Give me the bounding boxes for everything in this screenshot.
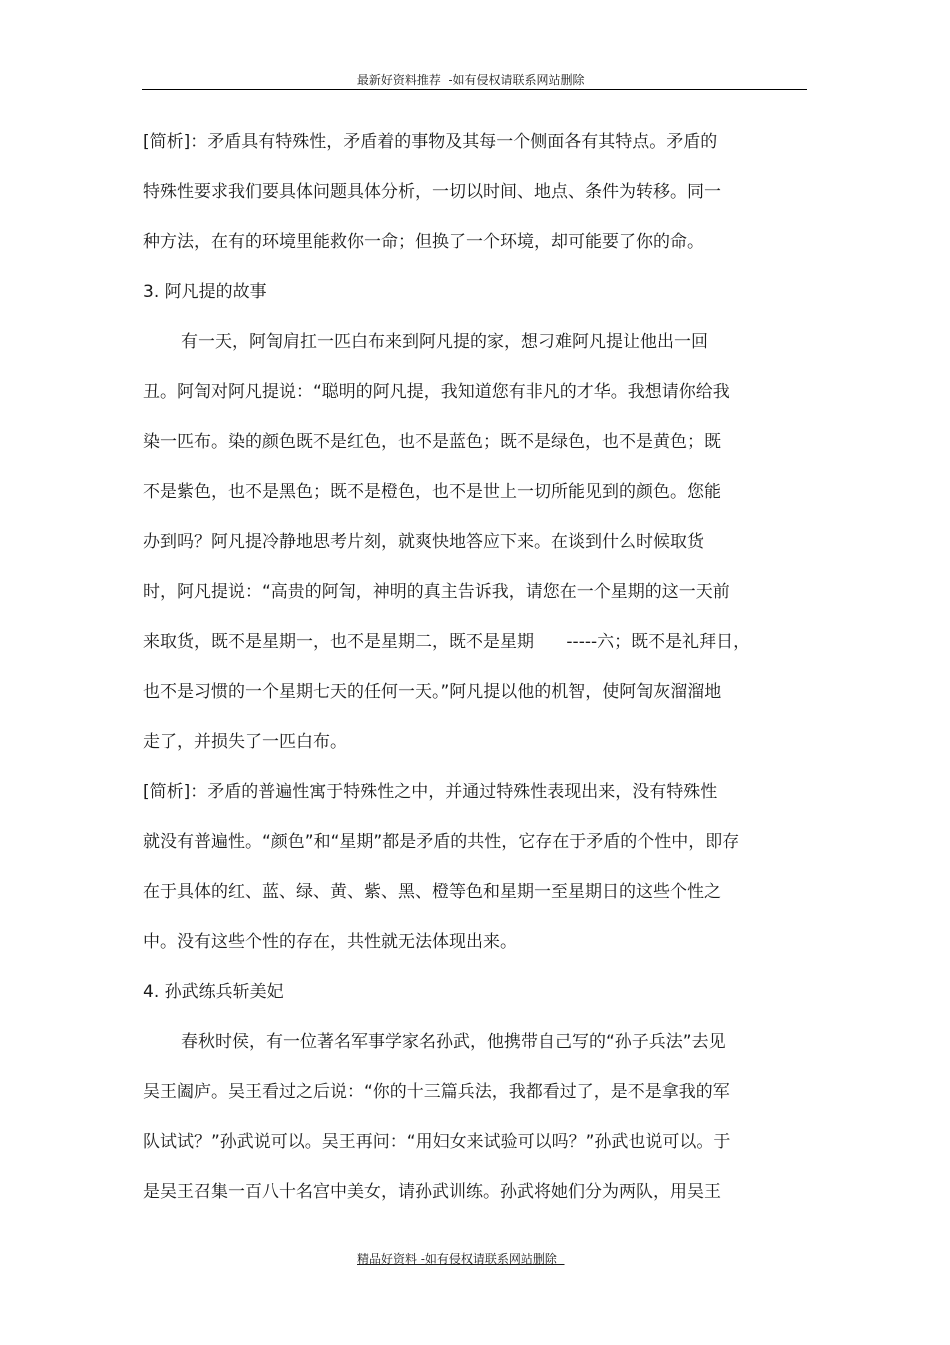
text-line: 走了，并损失了一匹白布。 bbox=[143, 732, 347, 752]
footer-text: 精品好资料 -如有侵权请联系网站删除 bbox=[357, 1252, 565, 1266]
text-line: 春秋时侯，有一位著名军事学家名孙武，他携带自己写的“孙子兵法”去见 bbox=[181, 1032, 726, 1052]
header-rule bbox=[142, 89, 807, 90]
text-line: 来取货，既不是星期一，也不是星期二，既不是星期 -----六；既不是礼拜日， bbox=[143, 632, 751, 652]
text-line: [简析]：矛盾的普遍性寓于特殊性之中，并通过特殊性表现出来，没有特殊性 bbox=[143, 782, 718, 802]
text-line: 特殊性要求我们要具体问题具体分析，一切以时间、地点、条件为转移。同一 bbox=[143, 182, 721, 202]
text-line: 中。没有这些个性的存在，共性就无法体现出来。 bbox=[143, 932, 517, 952]
text-line: 也不是习惯的一个星期七天的任何一天。”阿凡提以他的机智，使阿訇灰溜溜地 bbox=[143, 682, 722, 702]
page-header bbox=[142, 72, 807, 88]
text-line: [简析]：矛盾具有特殊性，矛盾着的事物及其每一个侧面各有其特点。矛盾的 bbox=[143, 132, 718, 152]
text-line: 办到吗？阿凡提冷静地思考片刻，就爽快地答应下来。在谈到什么时候取货 bbox=[143, 532, 704, 552]
header-text: 最新好资料推荐 -如有侵权请联系网站删除 bbox=[356, 73, 593, 87]
section-heading: 3. 阿凡提的故事 bbox=[143, 282, 267, 302]
section-heading: 4. 孙武练兵斩美妃 bbox=[143, 982, 284, 1002]
text-line: 时，阿凡提说：“高贵的阿訇，神明的真主告诉我，请您在一个星期的这一天前 bbox=[143, 582, 730, 602]
text-line: 是吴王召集一百八十名宫中美女，请孙武训练。孙武将她们分为两队，用吴王 bbox=[143, 1182, 721, 1202]
text-line: 就没有普遍性。“颜色”和“星期”都是矛盾的共性，它存在于矛盾的个性中，即存 bbox=[143, 832, 740, 852]
text-line: 染一匹布。染的颜色既不是红色，也不是蓝色；既不是绿色，也不是黄色；既 bbox=[143, 432, 721, 452]
text-line: 丑。阿訇对阿凡提说：“聪明的阿凡提，我知道您有非凡的才华。我想请你给我 bbox=[143, 382, 730, 402]
text-line: 种方法，在有的环境里能救你一命；但换了一个环境，却可能要了你的命。 bbox=[143, 232, 704, 252]
text-line: 有一天，阿訇肩扛一匹白布来到阿凡提的家，想刁难阿凡提让他出一回 bbox=[181, 332, 708, 352]
text-line: 在于具体的红、蓝、绿、黄、紫、黑、橙等色和星期一至星期日的这些个性之 bbox=[143, 882, 721, 902]
page-footer bbox=[357, 1251, 565, 1267]
text-line: 队试试？”孙武说可以。吴王再问：“用妇女来试验可以吗？”孙武也说可以。于 bbox=[143, 1132, 731, 1152]
text-line: 不是紫色，也不是黑色；既不是橙色，也不是世上一切所能见到的颜色。您能 bbox=[143, 482, 721, 502]
text-line: 吴王阖庐。吴王看过之后说：“你的十三篇兵法，我都看过了，是不是拿我的军 bbox=[143, 1082, 730, 1102]
